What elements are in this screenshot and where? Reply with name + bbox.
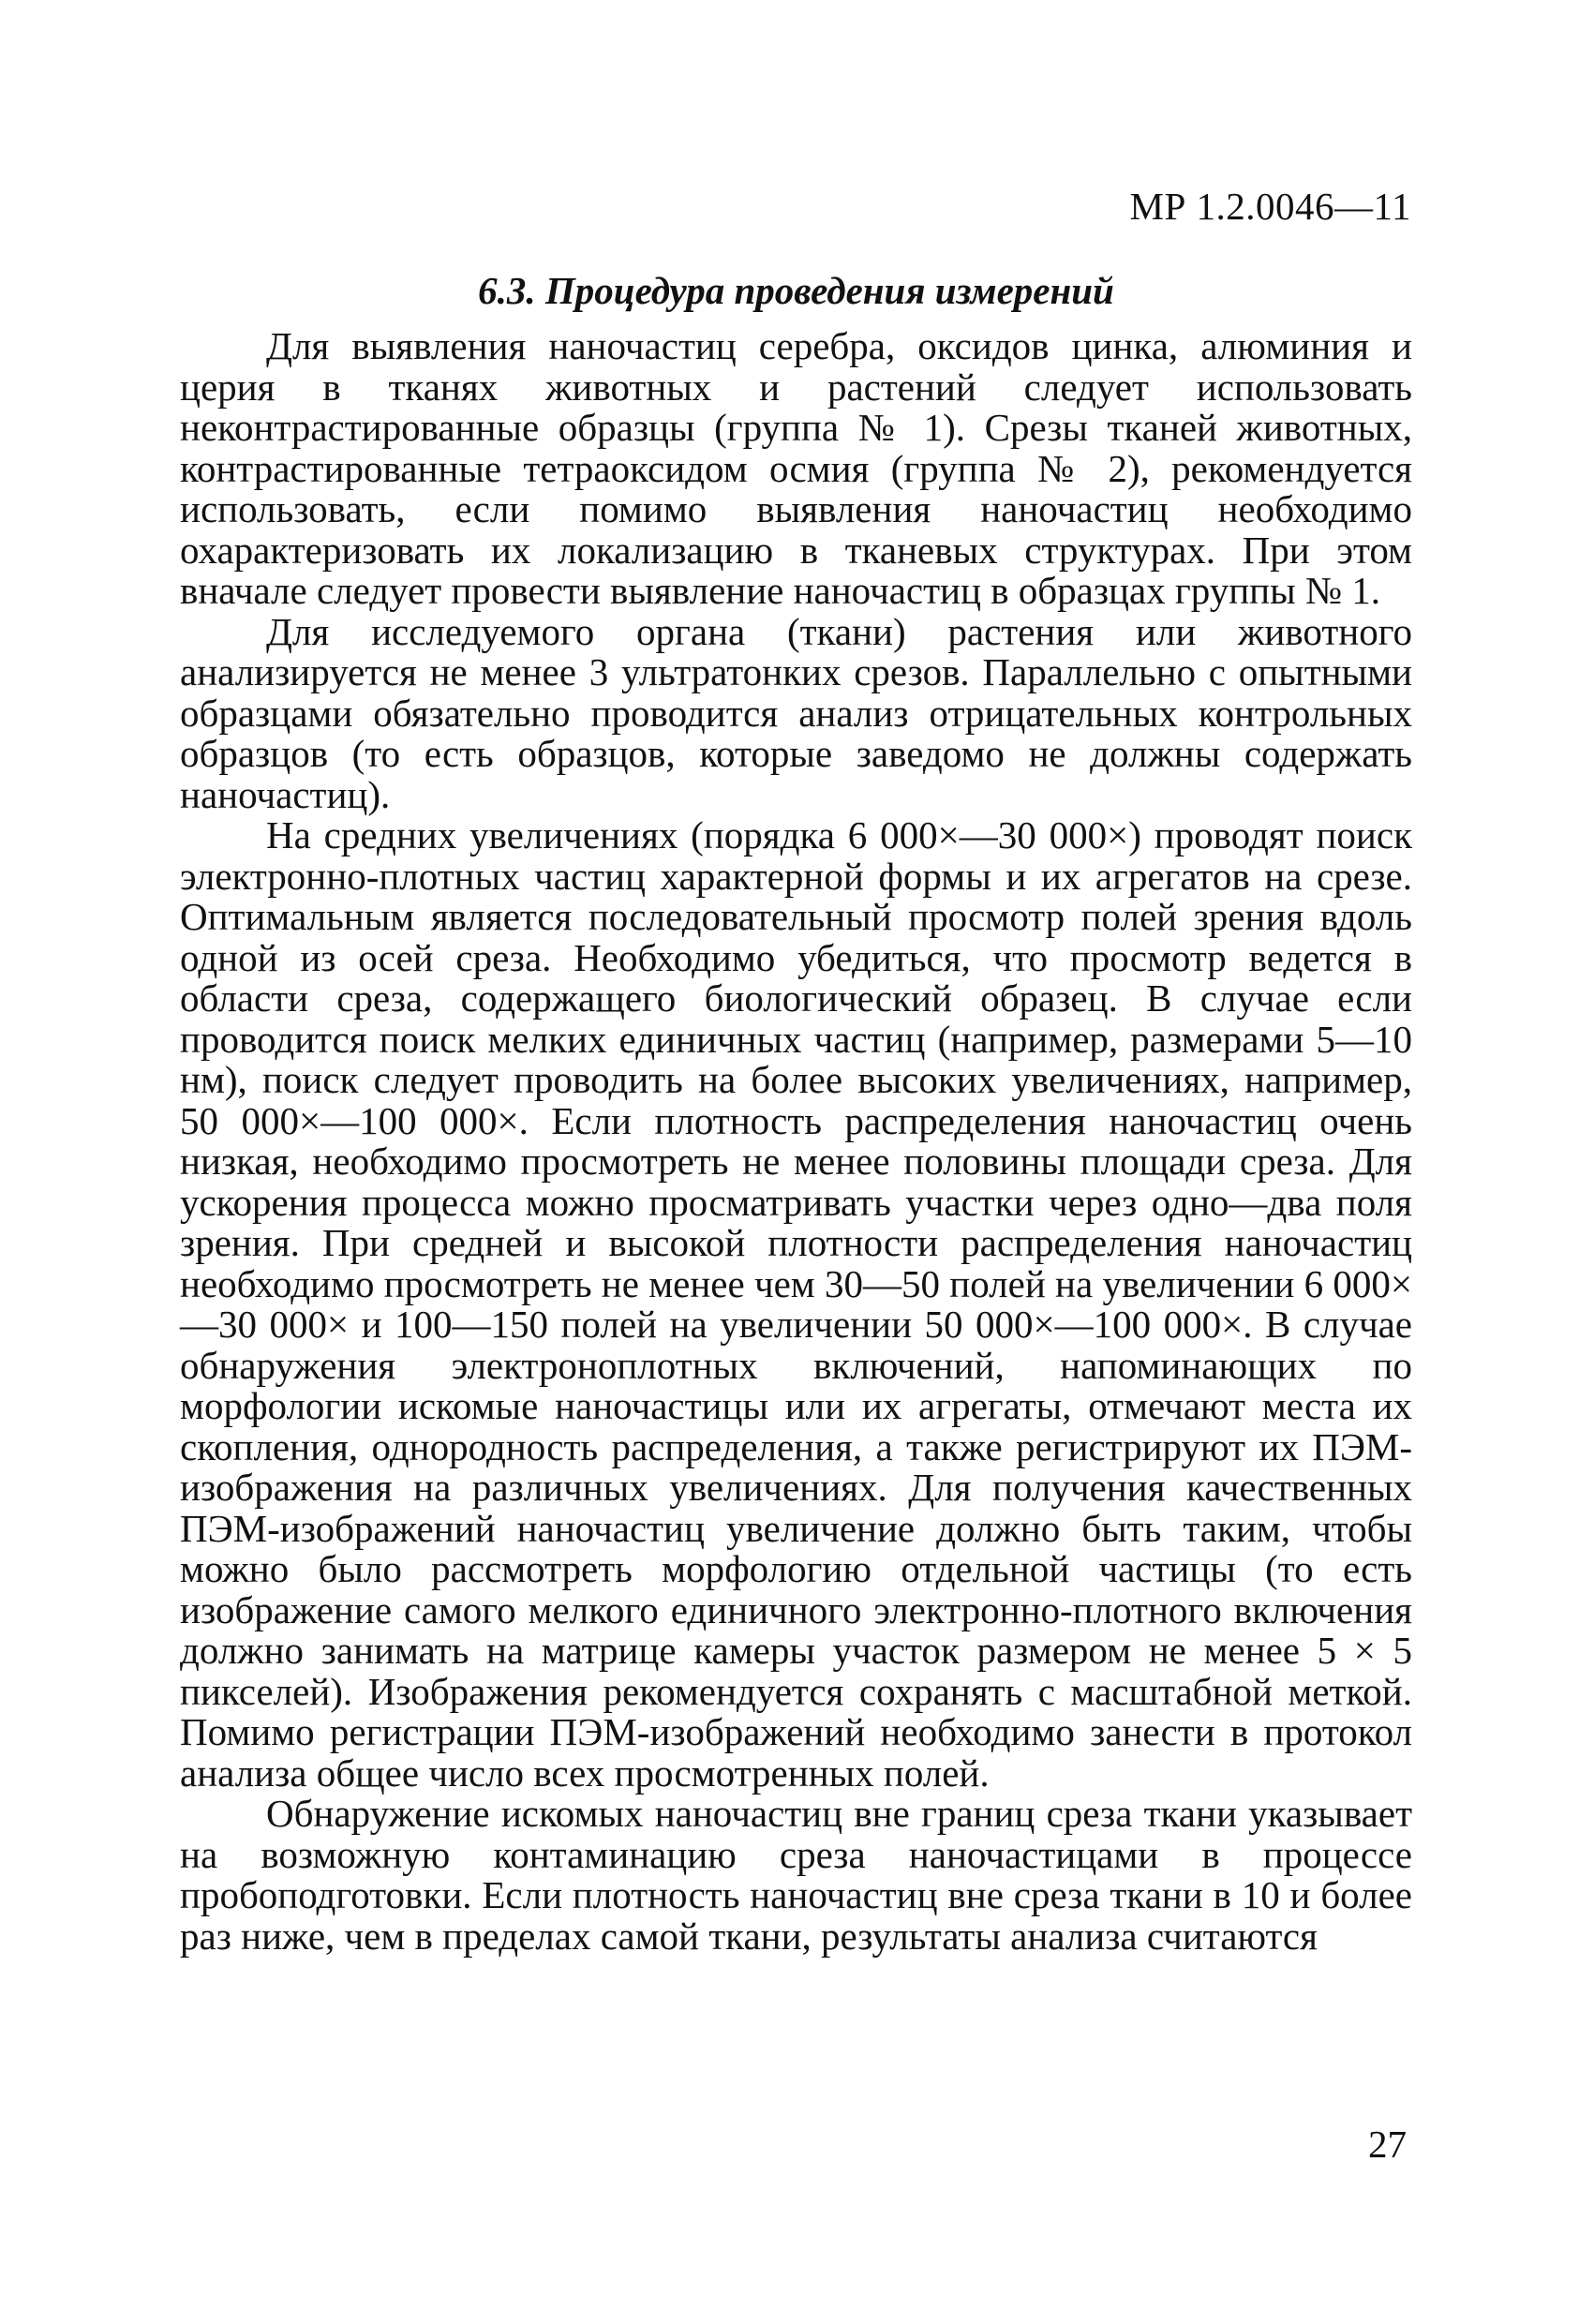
paragraph: Для исследуемого органа (ткани) растения или животного анализируется не менее 3 ультратонких срезов. Параллельно с опытными образцами обязательно проводится анализ отрицательных контрольных образцов (то есть образцов, которые заведомо не должны содержать наночастиц). <box>180 609 1412 816</box>
document-code: МР 1.2.0046—11 <box>1129 185 1411 228</box>
paragraph: На средних увеличениях (порядка 6 000×—30 000×) проводят поиск электронно-плотных частиц характерной формы и их агрегатов на срезе. Оптимальным является последовательный просмотр полей зрения вдоль одной из осей среза. Необходимо убедиться, что просмотр ведется в области среза, содержащего биологический образец. В случае если проводится поиск мелких единичных частиц (например, размерами 5—10 нм), поиск следует проводить на более высоких увеличениях, например, 50 000×—100 000×. Если плотность распределения наночастиц очень низкая, необходимо просмотреть не менее половины площади среза. Для ускорения процесса можно просматривать участки через одно—два поля зрения. При средней и высокой плотности распределения наночастиц необходимо просмотреть не менее чем 30—50 полей на увеличении 6 000×—30 000× и 100—150 полей на увеличении 50 000×—100 000×. В случае обнаружения электроноплотных включений, напоминающих по морфологии искомые наночастицы или их агрегаты, отмечают места их скопления, однородность распределения, а также регистрируют их ПЭМ-изображения на различных увеличениях. Для получения качественных ПЭМ-изображений наночастиц увеличение должно быть таким, чтобы можно было рассмотреть морфологию отдельной частицы (то есть изображение самого мелкого единичного электронно-плотного включения должно занимать на матрице камеры участок размером не менее 5 × 5 пикселей). Изображения рекомендуется сохранять с масштабной меткой. Помимо регистрации ПЭМ-изображений необходимо занести в протокол анализа общее число всех просмотренных полей. <box>180 813 1412 1795</box>
paragraph: Обнаружение искомых наночастиц вне границ среза ткани указывает на возможную контаминацию среза наночастицами в процессе пробоподготовки. Если плотность наночастиц вне среза ткани в 10 и более раз ниже, чем в пределах самой ткани, результаты анализа считаются <box>180 1792 1412 1958</box>
page-number: 27 <box>1368 2123 1407 2166</box>
section-heading: 6.3. Процедура проведения измерений <box>478 269 1114 312</box>
body-text <box>180 326 1412 1957</box>
paragraph: Для выявления наночастиц серебра, оксидов цинка, алюминия и церия в тканях животных и растений следует использовать неконтрастированные образцы (группа № 1). Срезы тканей животных, контрастированные тетраоксидом осмия (группа № 2), рекомендуется использовать, если помимо выявления наночастиц необходимо охарактеризовать их локализацию в тканевых структурах. При этом вначале следует провести выявление наночастиц в образцах группы № 1. <box>180 324 1412 612</box>
